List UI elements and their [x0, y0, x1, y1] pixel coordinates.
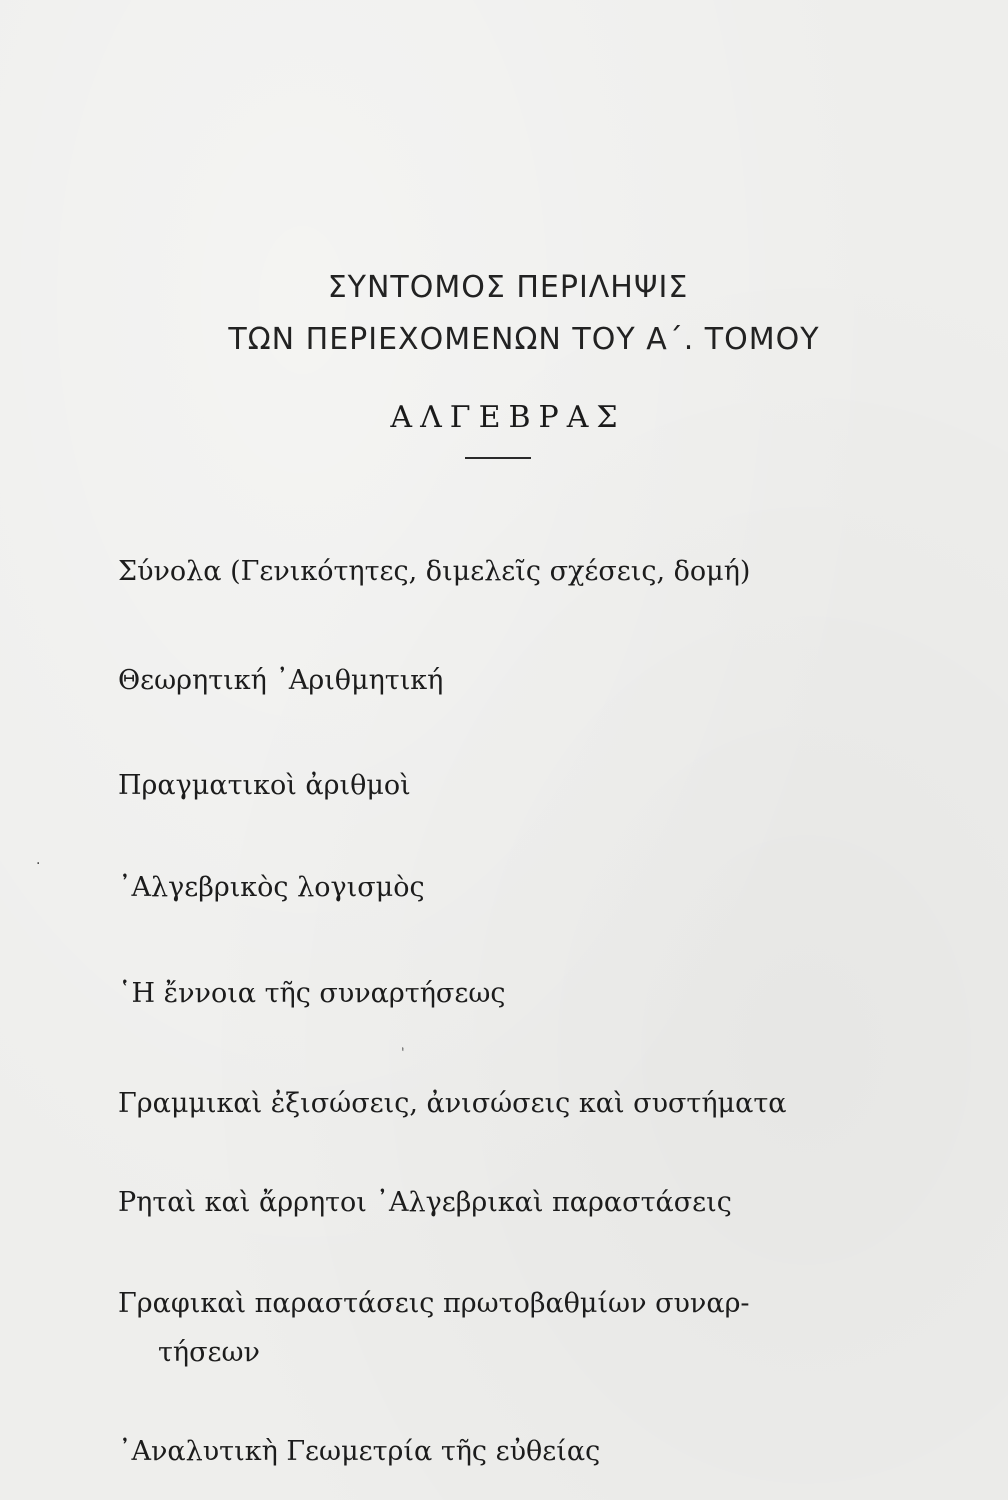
- volume-subheading: ΤΩΝ ΠΕΡΙΕΧΟΜΕΝΩΝ ΤΟΥ Α΄. ΤΟΜΟΥ: [228, 322, 820, 357]
- contents-item: [118, 978, 505, 1009]
- contents-item: [118, 556, 750, 587]
- contents-item: [118, 1288, 750, 1368]
- summary-heading: ΣΥΝΤΟΜΟΣ ΠΕΡΙΛΗΨΙΣ: [327, 270, 689, 305]
- contents-item-text: Θεωρητική ᾿Αριθμητική: [118, 665, 444, 696]
- contents-item: [118, 1187, 732, 1218]
- contents-item-text: ᾿Αλγεβρικὸς λογισμὸς: [118, 872, 425, 903]
- contents-item: [118, 1088, 787, 1119]
- title-divider: [465, 457, 531, 459]
- contents-item-text: ᾿Αναλυτικὴ Γεωμετρία τῆς εὐθείας: [118, 1436, 601, 1467]
- contents-item: [118, 665, 443, 696]
- contents-item-text: Πραγματικοὶ ἀριθμοὶ: [118, 770, 411, 801]
- contents-item: [118, 770, 411, 801]
- contents-item-text: Γραφικαὶ παραστάσεις πρωτοβαθμίων συναρ-: [118, 1288, 750, 1319]
- contents-item-continuation: τήσεων: [158, 1337, 260, 1368]
- contents-item-text: Ρηταὶ καὶ ἄρρητοι ᾿Αλγεβρικαὶ παραστάσεις: [118, 1187, 732, 1218]
- contents-item-text: ῾Η ἔννοια τῆς συναρτήσεως: [118, 978, 506, 1009]
- contents-item-text: Σύνολα (Γενικότητες, διμελεῖς σχέσεις, δομή): [118, 556, 751, 587]
- pencil-tick: ˋ: [391, 1045, 408, 1063]
- contents-item: [118, 1436, 600, 1467]
- contents-item: [118, 872, 425, 903]
- subject-title: ΑΛΓΕΒΡΑΣ: [390, 400, 626, 435]
- contents-item-text: Γραμμικαὶ ἐξισώσεις, ἀνισώσεις καὶ συστήματα: [118, 1088, 787, 1119]
- margin-speck: ·: [36, 856, 41, 872]
